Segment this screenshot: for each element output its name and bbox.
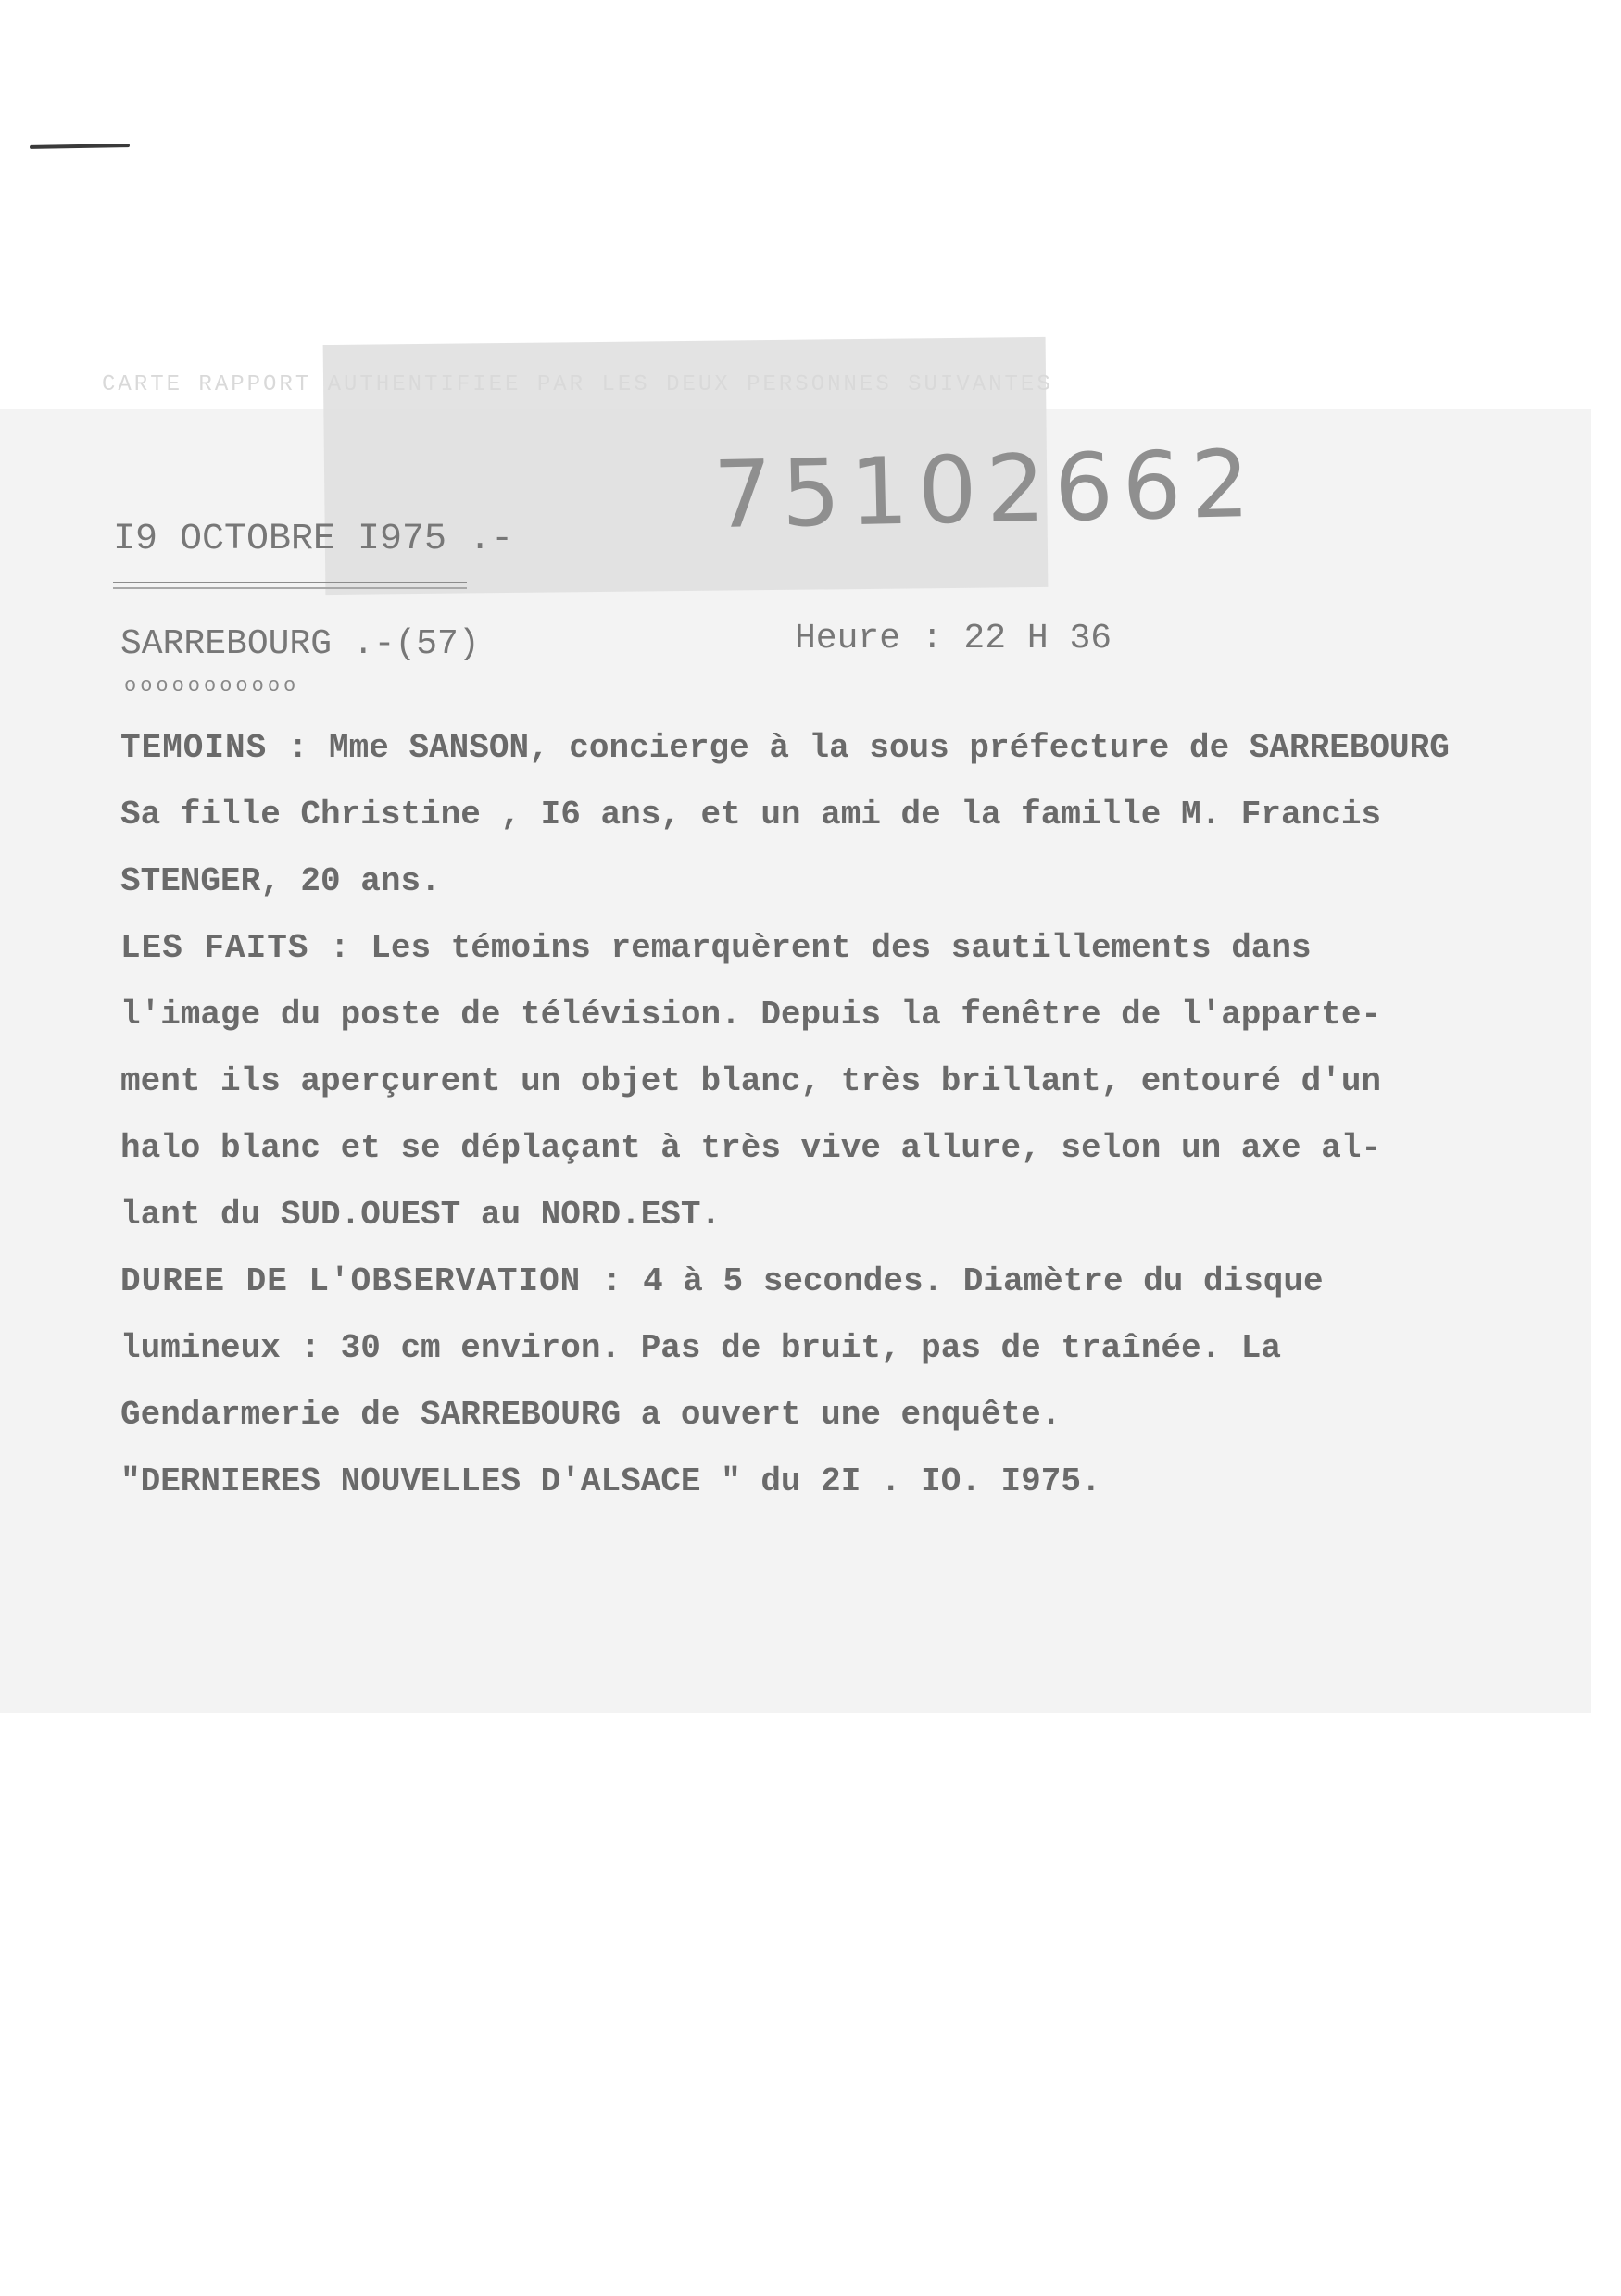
faded-header-text: CARTE RAPPORT AUTHENTIFIEE PAR LES DEUX PERSONNES SUIVANTES [102, 372, 1053, 397]
facts-text-1: Les témoins remarquèrent des sautillements dans [371, 929, 1312, 967]
facts-line-5: lant du SUD.OUEST au NORD.EST. [120, 1196, 722, 1234]
duration-line-1 [120, 1248, 1565, 1315]
witnesses-text-1: Mme SANSON, concierge à la sous préfecture de SARREBOURG [329, 729, 1450, 767]
duration-label: DUREE DE L'OBSERVATION : [120, 1262, 623, 1300]
witnesses-line-2: Sa fille Christine , I6 ans, et un ami de la famille M. Francis [120, 796, 1382, 834]
reference-number-stamp: 75102662 [711, 429, 1261, 550]
duration-line-2: lumineux : 30 cm environ. Pas de bruit, pas de traînée. La [120, 1329, 1282, 1367]
facts-line-4: halo blanc et se déplaçant à très vive allure, selon un axe al- [120, 1129, 1382, 1167]
facts-line-1 [120, 915, 1565, 982]
report-location: SARREBOURG .-(57) [120, 624, 480, 664]
report-date: I9 OCTOBRE I975 .- [113, 519, 514, 560]
duration-line-3: Gendarmerie de SARREBOURG a ouvert une enquête. [120, 1396, 1062, 1434]
newspaper-source: "DERNIERES NOUVELLES D'ALSACE " du 2I . IO. I975. [120, 1462, 1101, 1500]
report-body [120, 715, 1565, 1515]
witnesses-line-3: STENGER, 20 ans. [120, 862, 441, 900]
date-underline [113, 582, 467, 589]
duration-text-1: 4 à 5 secondes. Diamètre du disque [643, 1262, 1324, 1300]
witnesses-label: TEMOINS : [120, 729, 309, 767]
facts-line-3: ment ils aperçurent un objet blanc, très brillant, entouré d'un [120, 1062, 1382, 1100]
witnesses-line-1 [120, 715, 1565, 782]
facts-label: LES FAITS : [120, 929, 351, 967]
margin-dash-mark [30, 144, 130, 149]
report-time: Heure : 22 H 36 [795, 619, 1112, 659]
facts-line-2: l'image du poste de télévision. Depuis la fenêtre de l'apparte- [120, 996, 1382, 1034]
location-underline: ooooooooooo [124, 674, 300, 697]
